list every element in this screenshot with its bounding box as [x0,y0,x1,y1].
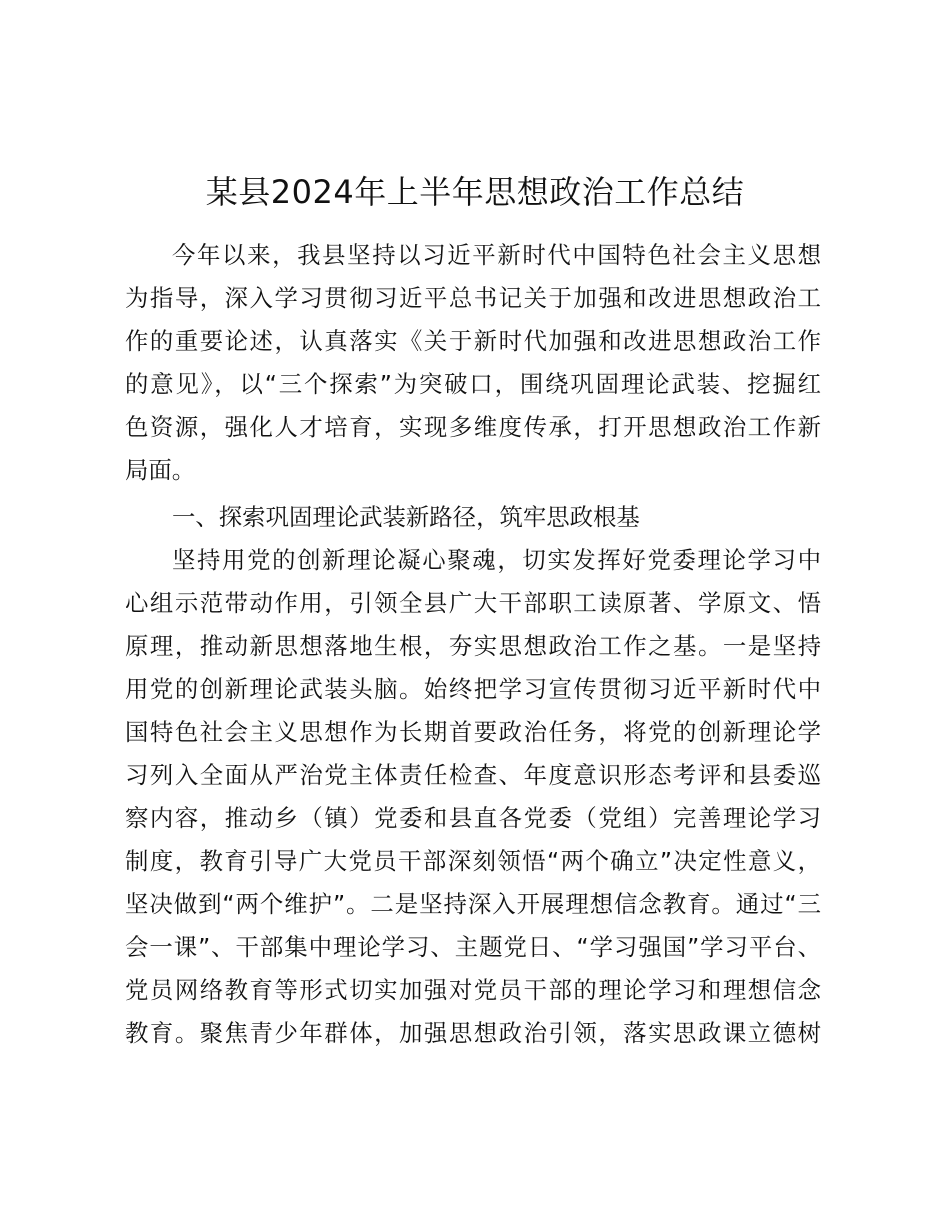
intro-line: 作的重要论述，认真落实《关于新时代加强和改进思想政治工作 [125,327,821,355]
intro-line: 为指导，深入学习贯彻习近平总书记关于加强和改进思想政治工 [125,284,821,312]
section-body-line: 坚持用党的创新理论凝心聚魂，切实发挥好党委理论学习中 [172,546,821,574]
section-body-line: 坚决做到“两个维护”。二是坚持深入开展理想信念教育。通过“三 [125,890,821,918]
intro-line: 的意见》，以“三个探索”为突破口，围绕巩固理论武装、挖掘红 [125,370,821,398]
section-body-line: 察内容，推动乡（镇）党委和县直各党委（党组）完善理论学习 [125,804,821,832]
section-body-line: 习列入全面从严治党主体责任检查、年度意识形态考评和县委巡 [125,761,821,789]
intro-line: 局面。 [125,456,196,484]
section-body-line: 用党的创新理论武装头脑。始终把学习宣传贯彻习近平新时代中 [125,675,821,703]
section-body-line: 国特色社会主义思想作为长期首要政治任务，将党的创新理论学 [125,718,821,746]
intro-line: 今年以来，我县坚持以习近平新时代中国特色社会主义思想 [172,241,821,269]
section-body-line: 党员网络教育等形式切实加强对党员干部的理论学习和理想信念 [125,976,821,1004]
section-heading: 一、探索巩固理论武装新路径，筑牢思政根基 [172,503,640,531]
section-body-line: 会一课”、干部集中理论学习、主题党日、“学习强国”学习平台、 [125,933,821,961]
section-body-line: 心组示范带动作用，引领全县广大干部职工读原著、学原文、悟 [125,589,821,617]
section-body-line: 原理，推动新思想落地生根，夯实思想政治工作之基。一是坚持 [125,632,821,660]
section-body-line: 教育。聚焦青少年群体，加强思想政治引领，落实思政课立德树 [125,1019,821,1047]
intro-line: 色资源，强化人才培育，实现多维度传承，打开思想政治工作新 [125,413,821,441]
section-body-line: 制度，教育引导广大党员干部深刻领悟“两个确立”决定性意义， [125,847,821,875]
document-title: 某县2024年上半年思想政治工作总结 [205,173,745,211]
